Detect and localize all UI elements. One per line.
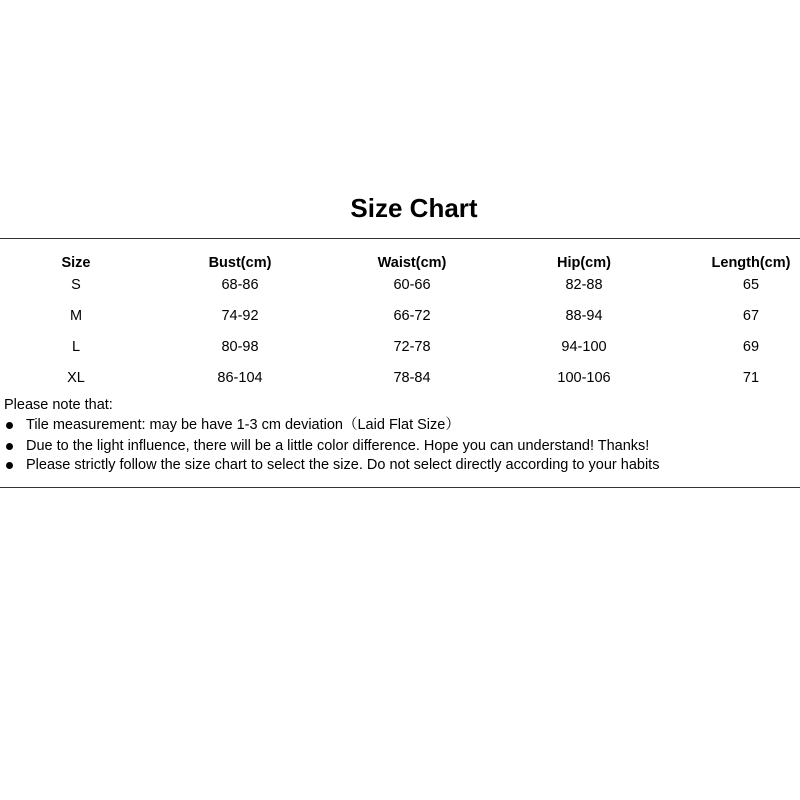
note-text: Tile measurement: may be have 1-3 cm deviation（Laid Flat Size） bbox=[26, 417, 460, 433]
hip-cell: 94-100 bbox=[561, 339, 607, 355]
bullet-icon bbox=[6, 462, 13, 469]
size-cell: L bbox=[71, 339, 81, 355]
length-cell: 69 bbox=[742, 339, 760, 355]
bullet-icon bbox=[6, 443, 13, 450]
note-item bbox=[4, 456, 794, 475]
table-row bbox=[0, 336, 800, 367]
hip-cell: 82-88 bbox=[565, 277, 603, 293]
length-cell: 65 bbox=[742, 277, 760, 293]
page-title: Size Chart bbox=[350, 193, 478, 223]
bust-cell: 80-98 bbox=[221, 339, 259, 355]
bust-cell: 86-104 bbox=[217, 370, 263, 386]
length-cell: 71 bbox=[742, 370, 760, 386]
notes-intro: Please note that: bbox=[4, 397, 113, 413]
hip-cell: 88-94 bbox=[565, 308, 603, 324]
header-waist: Waist(cm) bbox=[377, 255, 447, 271]
bust-cell: 74-92 bbox=[221, 308, 259, 324]
waist-cell: 60-66 bbox=[393, 277, 431, 293]
table-row bbox=[0, 305, 800, 336]
table-header-row bbox=[0, 252, 800, 274]
bullet-icon bbox=[6, 422, 13, 429]
waist-cell: 72-78 bbox=[393, 339, 431, 355]
table-row bbox=[0, 274, 800, 305]
header-size: Size bbox=[61, 255, 91, 271]
size-cell: XL bbox=[67, 370, 85, 386]
note-text: Please strictly follow the size chart to select the size. Do not select directly according to your habits bbox=[26, 457, 660, 473]
note-text: Due to the light influence, there will be a little color difference. Hope you can understand! Thanks! bbox=[26, 438, 650, 454]
header-hip: Hip(cm) bbox=[557, 255, 611, 271]
header-length: Length(cm) bbox=[711, 255, 791, 271]
waist-cell: 66-72 bbox=[393, 308, 431, 324]
size-cell: M bbox=[69, 308, 83, 324]
size-cell: S bbox=[71, 277, 81, 293]
note-item bbox=[4, 416, 794, 435]
top-divider bbox=[0, 238, 800, 239]
waist-cell: 78-84 bbox=[393, 370, 431, 386]
note-item bbox=[4, 437, 794, 456]
bust-cell: 68-86 bbox=[221, 277, 259, 293]
hip-cell: 100-106 bbox=[557, 370, 611, 386]
header-bust: Bust(cm) bbox=[208, 255, 272, 271]
bottom-divider bbox=[0, 487, 800, 488]
notes-section bbox=[4, 396, 794, 475]
table-row bbox=[0, 367, 800, 398]
length-cell: 67 bbox=[742, 308, 760, 324]
size-table bbox=[0, 252, 800, 398]
